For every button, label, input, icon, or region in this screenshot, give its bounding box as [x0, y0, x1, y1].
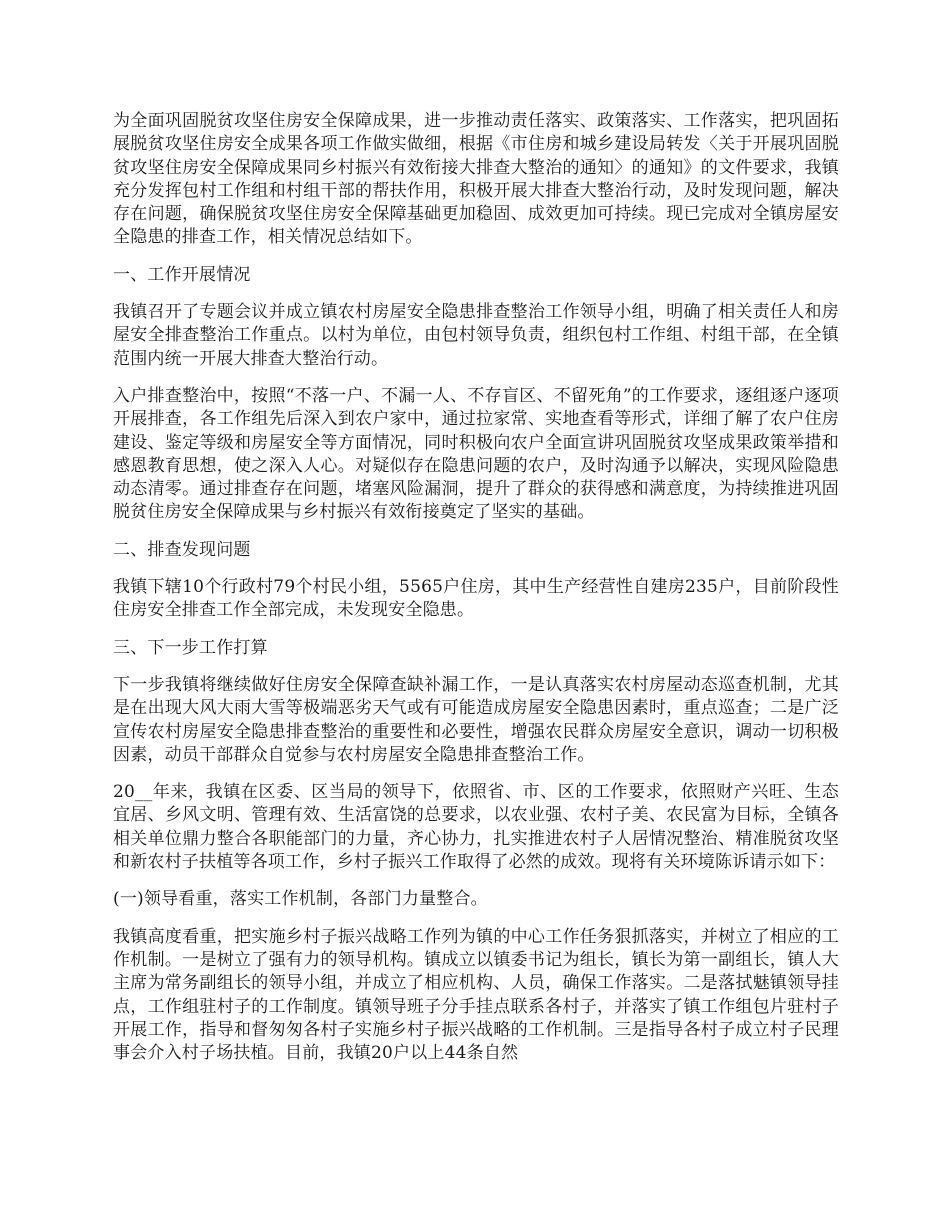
- body-paragraph: 我镇下辖10个行政村79个村民小组，5565户住房，其中生产经营性自建房235户，目前阶段性住房安全排查工作全部完成，未发现安全隐患。: [113, 577, 839, 621]
- body-paragraph: 20__年来，我镇在区委、区当局的领导下，依照省、市、区的工作要求，依照财产兴旺、生态宜居、乡风文明、管理有效、生活富饶的总要求，以农业强、农村子美、农民富为目标，全镇各相关单位鼎力整合各职能部门的力量，齐心协力，扎实推进农村子人居情况整治、精准脱贫攻坚和新农村子扶植等各项工作，乡村子振兴工作取得了必然的成效。现将有关环境陈诉请示如下：: [113, 782, 839, 873]
- document-page: [113, 110, 839, 1079]
- section-heading-3: 三、下一步工作打算: [113, 637, 268, 658]
- section-heading-2: 二、排查发现问题: [113, 539, 251, 560]
- body-paragraph: 我镇高度看重，把实施乡村子振兴战略工作列为镇的中心工作任务狠抓落实，并树立了相应的工作机制。一是树立了强有力的领导机构。镇成立以镇委书记为组长，镇长为第一副组长，镇人大主席为常务副组长的领导小组，并成立了相应机构、人员，确保工作落实。二是落拭魅镇领导挂点，工作组驻村子的工作制度。镇领导班子分手挂点联系各村子，并落实了镇工作组包片驻村子开展工作，指导和督匆匆各村子实施乡村子振兴战略的工作机制。三是指导各村子成立村子民理事会介入村子场扶植。目前，我镇20户以上44条自然: [113, 926, 839, 1064]
- body-paragraph: 入户排查整治中，按照“不落一户、不漏一人、不存盲区、不留死角”的工作要求，逐组逐户逐项开展排查，各工作组先后深入到农户家中，通过拉家常、实地查看等形式，详细了解了农户住房建设、鉴定等级和房屋安全等方面情况，同时积极向农户全面宣讲巩固脱贫攻坚成果政策举措和感恩教育思想，使之深入人心。对疑似存在隐患问题的农户，及时沟通予以解决，实现风险隐患动态清零。通过排查存在问题，堵塞风险漏洞，提升了群众的获得感和满意度，为持续推进巩固脱贫住房安全保障成果与乡村振兴有效衔接奠定了坚实的基础。: [113, 385, 839, 523]
- intro-paragraph: 为全面巩固脱贫攻坚住房安全保障成果，进一步推动责任落实、政策落实、工作落实，把巩固拓展脱贫攻坚住房安全成果各项工作做实做细，根据《市住房和城乡建设局转发〈关于开展巩固脱贫攻坚住房安全保障成果同乡村振兴有效衔接大排查大整治的通知〉的通知》的文件要求，我镇充分发挥包村工作组和村组干部的帮扶作用，积极开展大排查大整治行动，及时发现问题，解决存在问题，确保脱贫攻坚住房安全保障基础更加稳固、成效更加可持续。现已完成对全镇房屋安全隐患的排查工作，相关情况总结如下。: [113, 111, 839, 248]
- body-paragraph: 下一步我镇将继续做好住房安全保障查缺补漏工作，一是认真落实农村房屋动态巡查机制，尤其是在出现大风大雨大雪等极端恶劣天气或有可能造成房屋安全隐患因素时，重点巡查；二是广泛宣传农村房屋安全隐患排查整治的重要性和必要性，增强农民群众房屋安全意识，调动一切积极因素，动员干部群众自觉参与农村房屋安全隐患排查整治工作。: [113, 674, 839, 765]
- subsection-heading: (一)领导看重，落实工作机制，各部门力量整合。: [113, 889, 488, 910]
- section-heading-1: 一、工作开展情况: [113, 264, 251, 285]
- body-paragraph: 我镇召开了专题会议并成立镇农村房屋安全隐患排查整治工作领导小组，明确了相关责任人和房屋安全排查整治工作重点。以村为单位，由包村领导负责，组织包村工作组、村组干部，在全镇范围内统一开展大排查大整治行动。: [113, 302, 839, 369]
